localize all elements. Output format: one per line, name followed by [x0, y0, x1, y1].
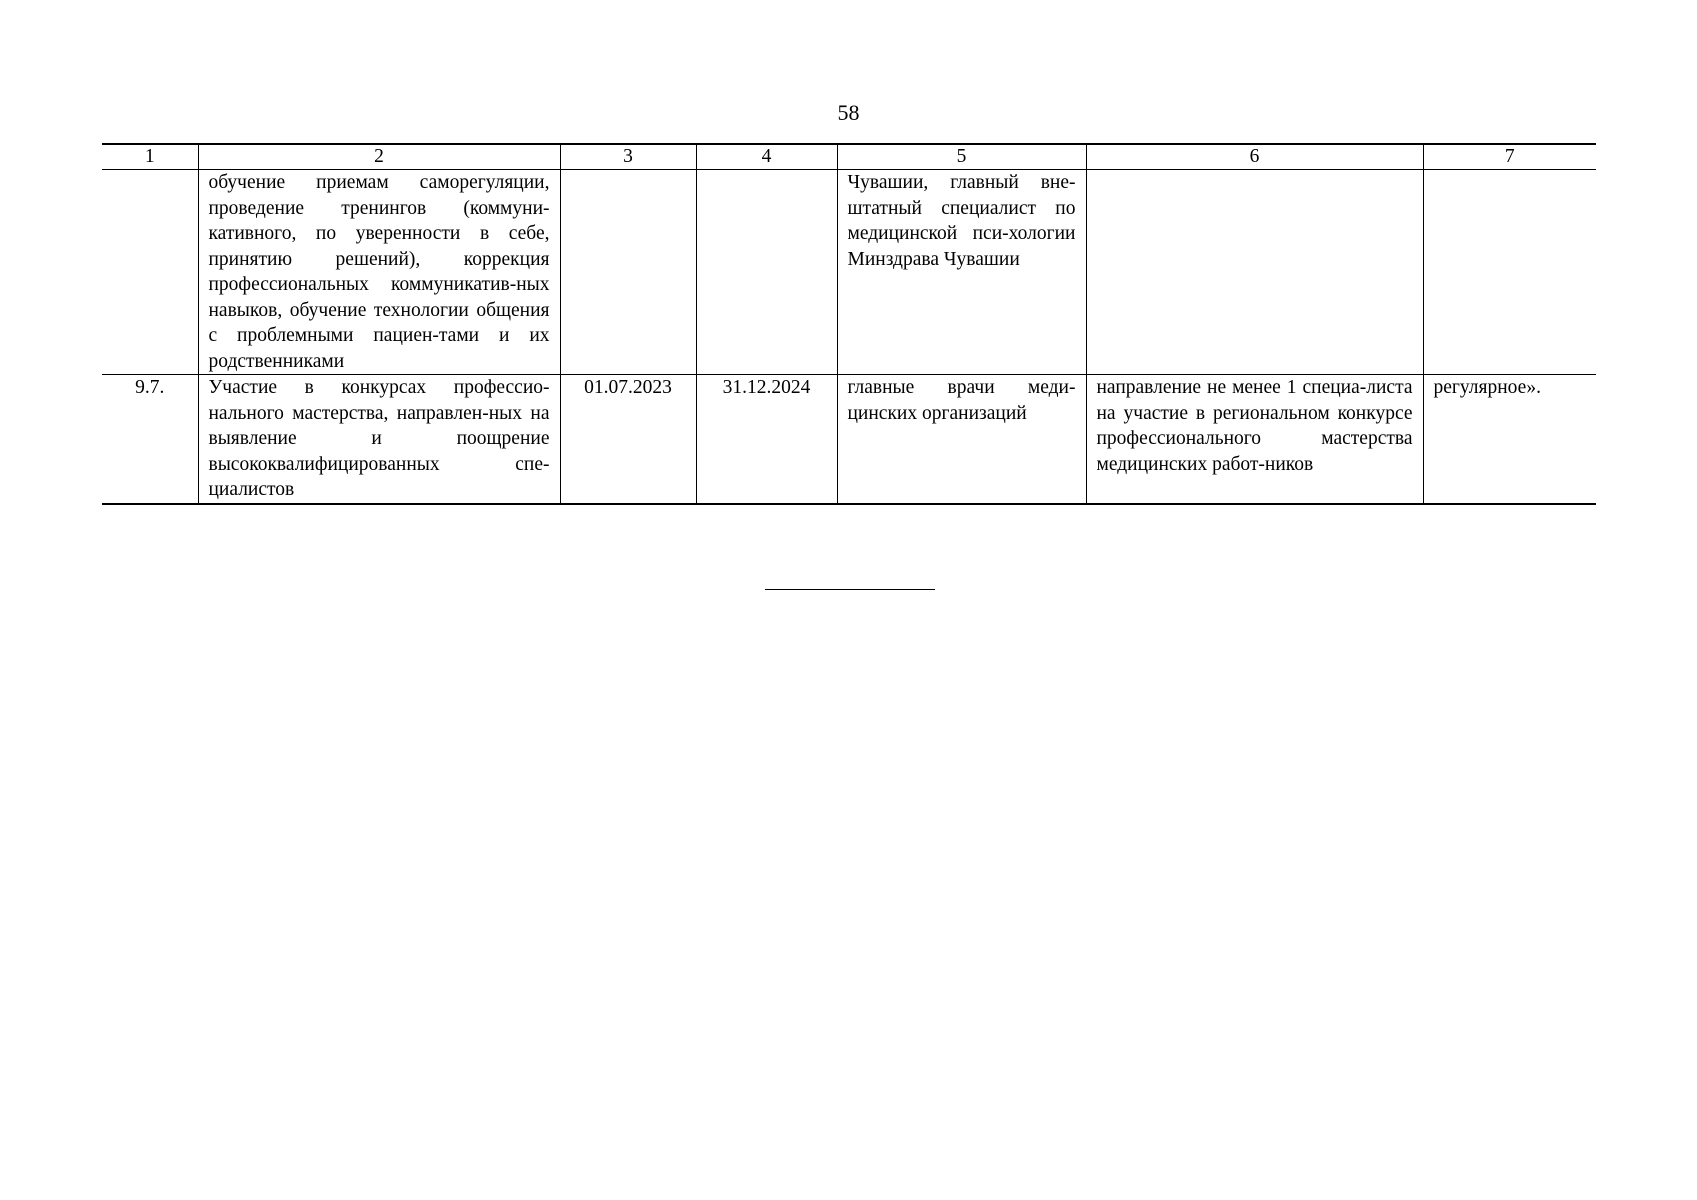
column-header: 5 — [837, 144, 1086, 170]
responsible-cell: Чувашии, главный вне-штатный специалист по медицинской пси-хологии Минздрава Чувашии — [837, 170, 1086, 375]
activity-cell: обучение приемам саморегуляции, проведение тренингов (коммуни-кативного, по уверенности в себе, принятию решений), коррекция профессиональных коммуникатив-ных навыков, обучение технологии общения с проблемными пациен-тами и их родственниками — [198, 170, 560, 375]
activity-cell: Участие в конкурсах профессио-нального мастерства, направлен-ных на выявление и поощрение высококвалифицированных спе-циалистов — [198, 375, 560, 504]
end-date-cell — [696, 170, 837, 375]
frequency-cell: регулярное». — [1423, 375, 1596, 504]
column-header: 4 — [696, 144, 837, 170]
item-number-cell: 9.7. — [102, 375, 198, 504]
page-number: 58 — [837, 100, 860, 125]
table-row — [102, 170, 1596, 375]
plan-table — [102, 143, 1596, 505]
column-header: 6 — [1086, 144, 1423, 170]
start-date-cell — [560, 170, 696, 375]
end-of-document-rule — [765, 589, 935, 590]
result-cell: направление не менее 1 специа-листа на участие в региональном конкурсе профессионального мастерства медицинских работ-ников — [1086, 375, 1423, 504]
column-header: 7 — [1423, 144, 1596, 170]
column-header: 3 — [560, 144, 696, 170]
table-row — [102, 375, 1596, 504]
result-cell — [1086, 170, 1423, 375]
item-number-cell — [102, 170, 198, 375]
column-number-row — [102, 144, 1596, 170]
start-date-cell: 01.07.2023 — [560, 375, 696, 504]
column-header: 2 — [198, 144, 560, 170]
responsible-cell: главные врачи меди-цинских организаций — [837, 375, 1086, 504]
column-header: 1 — [102, 144, 198, 170]
frequency-cell — [1423, 170, 1596, 375]
end-date-cell: 31.12.2024 — [696, 375, 837, 504]
